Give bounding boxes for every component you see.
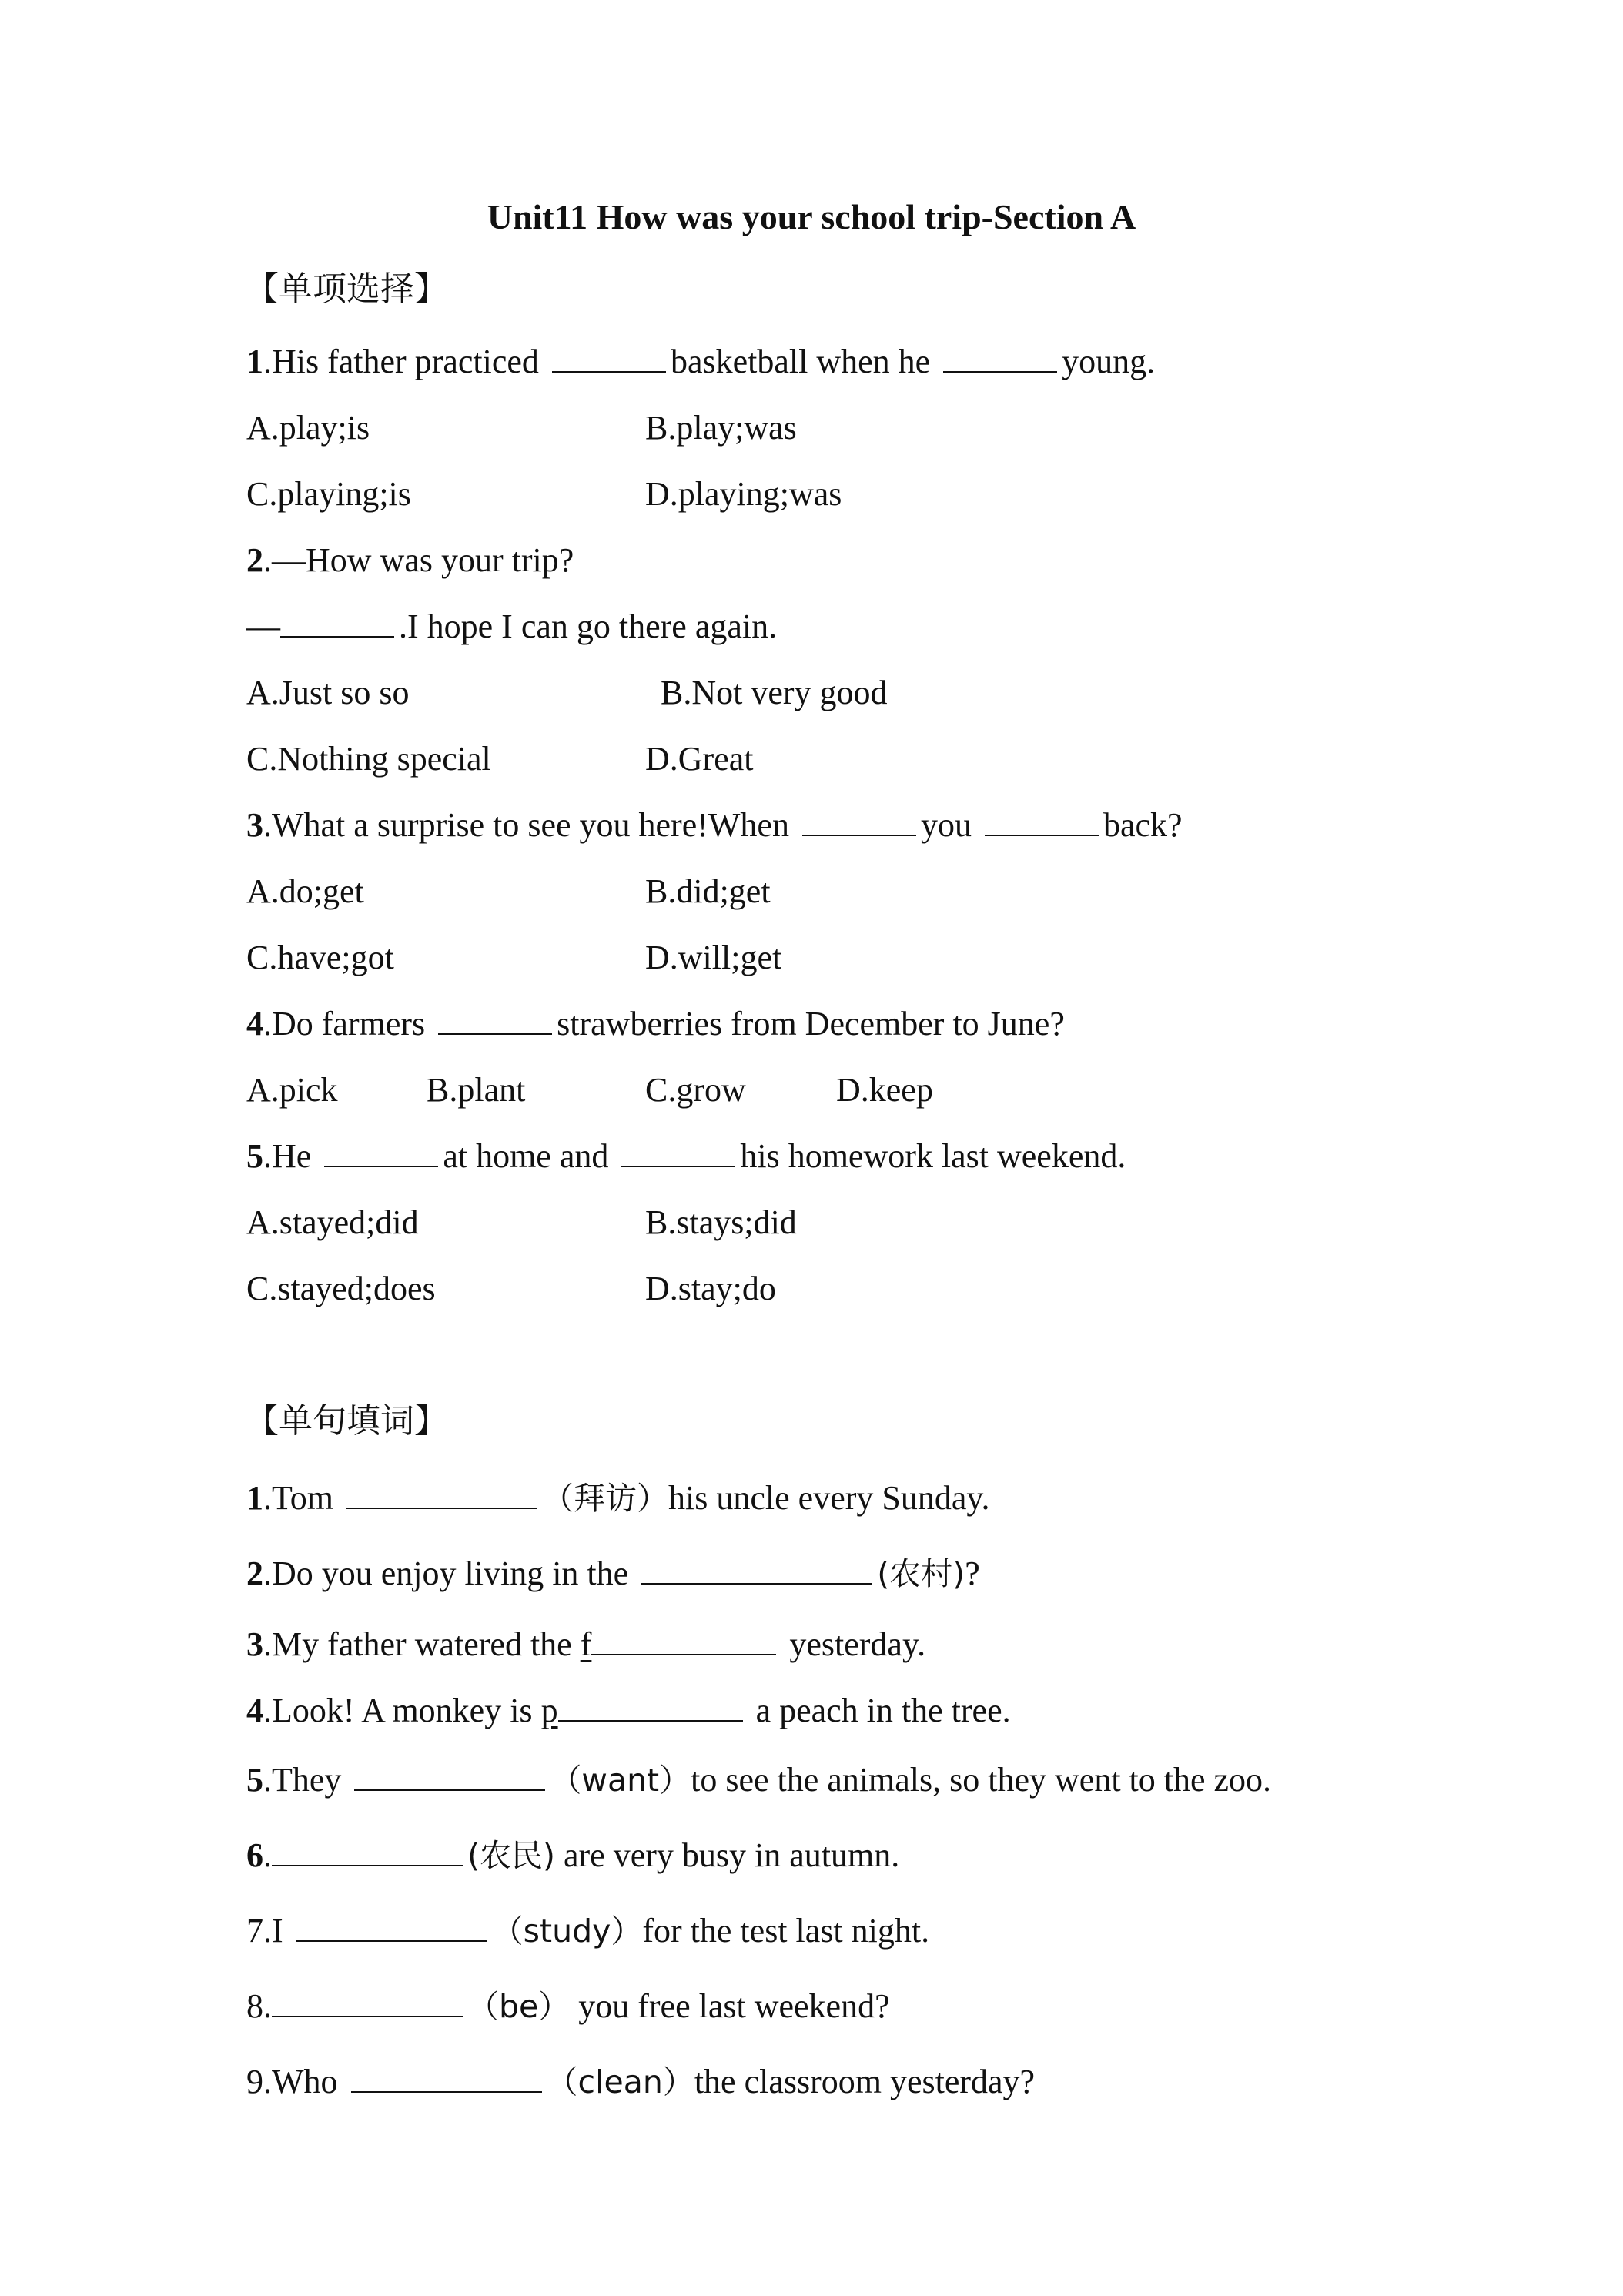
answer-blank[interactable]: [354, 1759, 545, 1791]
answer-blank[interactable]: [641, 1552, 872, 1585]
dash: —: [246, 607, 280, 645]
item-number: 4: [246, 1692, 263, 1729]
answer-blank[interactable]: [552, 340, 666, 373]
answer-blank[interactable]: [802, 804, 916, 836]
page-title: Unit11 How was your school trip-Section A: [487, 197, 1136, 236]
question-text: .—How was your trip?: [263, 541, 574, 579]
item-text: a peach in the tree.: [755, 1692, 1011, 1729]
option-c[interactable]: C.Nothing special: [246, 740, 491, 778]
option-c[interactable]: C.stayed;does: [246, 1270, 436, 1307]
item-text: .: [263, 1987, 272, 2025]
word-hint: （want）: [550, 1762, 691, 1799]
fill-item-7: [246, 1908, 929, 1954]
item-text: .They: [263, 1761, 342, 1799]
question-number: 1: [246, 343, 263, 380]
answer-blank[interactable]: [591, 1623, 776, 1655]
item-text: you free last weekend?: [578, 1987, 890, 2025]
fill-item-6: [246, 1832, 899, 1879]
question-text: .His father practiced: [263, 343, 539, 380]
question-4: [246, 1001, 1065, 1047]
item-text: his uncle every Sunday.: [668, 1479, 990, 1517]
answer-blank[interactable]: [324, 1135, 438, 1167]
section-heading-multiple-choice: 【单项选择】: [245, 269, 448, 309]
option-b[interactable]: B.did;get: [645, 872, 771, 910]
item-text: yesterday.: [789, 1625, 926, 1663]
option-c[interactable]: C.playing;is: [246, 475, 411, 513]
answer-blank[interactable]: [346, 1477, 537, 1509]
item-text: .Do you enjoy living in the: [263, 1555, 629, 1592]
option-c[interactable]: C.have;got: [246, 939, 394, 976]
item-number: 6: [246, 1836, 263, 1874]
question-2-response: [246, 604, 777, 650]
option-c[interactable]: C.grow: [645, 1071, 746, 1109]
question-number: 4: [246, 1005, 263, 1043]
answer-blank[interactable]: [438, 1002, 552, 1035]
question-5: [246, 1133, 1126, 1180]
fill-item-8: [246, 1983, 890, 2030]
item-text: .I: [263, 1912, 283, 1950]
item-number: 5: [246, 1761, 263, 1799]
item-number: 1: [246, 1479, 263, 1517]
word-hint: （clean）: [546, 2063, 694, 2100]
fill-item-5: [246, 1757, 1271, 1803]
option-d[interactable]: D.playing;was: [645, 475, 842, 513]
option-a[interactable]: A.play;is: [246, 409, 370, 447]
item-number: 7: [246, 1912, 263, 1950]
fill-item-2: [246, 1551, 980, 1597]
fill-item-3: [246, 1622, 925, 1668]
item-text: .Look! A monkey is: [263, 1692, 533, 1729]
fill-item-9: [246, 2059, 1035, 2105]
first-letter-hint: f: [580, 1625, 592, 1663]
answer-blank[interactable]: [296, 1909, 487, 1942]
option-d[interactable]: D.Great: [645, 740, 754, 778]
option-a[interactable]: A.Just so so: [246, 674, 410, 711]
item-number: 9: [246, 2063, 263, 2100]
option-b[interactable]: B.stays;did: [645, 1203, 797, 1241]
item-text: for the test last night.: [642, 1912, 930, 1950]
section-heading-fill-in: 【单句填词】: [245, 1401, 448, 1441]
option-a[interactable]: A.pick: [246, 1071, 338, 1109]
item-text: .Who: [263, 2063, 338, 2100]
item-number: 3: [246, 1625, 263, 1663]
answer-blank[interactable]: [985, 804, 1099, 836]
question-number: 5: [246, 1137, 263, 1175]
question-number: 3: [246, 806, 263, 844]
question-text: .What a surprise to see you here!When: [263, 806, 789, 844]
fill-item-4: [246, 1688, 1011, 1734]
chinese-hint: （拜访）: [542, 1480, 669, 1517]
item-text: ?: [965, 1555, 980, 1592]
option-d[interactable]: D.keep: [836, 1071, 933, 1109]
question-2: [246, 537, 574, 584]
question-1: [246, 339, 1155, 385]
option-b[interactable]: B.plant: [427, 1071, 526, 1109]
item-text: .Tom: [263, 1479, 334, 1517]
answer-blank[interactable]: [272, 1834, 463, 1866]
item-text: are very busy in autumn.: [564, 1836, 900, 1874]
question-text: back?: [1103, 806, 1183, 844]
option-d[interactable]: D.will;get: [645, 939, 782, 976]
question-text: at home and: [443, 1137, 609, 1175]
answer-blank[interactable]: [351, 2060, 542, 2093]
chinese-hint: (农民): [467, 1837, 555, 1874]
question-text: basketball when he: [670, 343, 931, 380]
question-text: strawberries from December to June?: [557, 1005, 1065, 1043]
question-text: .Do farmers: [263, 1005, 426, 1043]
option-b[interactable]: B.Not very good: [661, 674, 888, 711]
answer-blank[interactable]: [280, 605, 394, 638]
chinese-hint: (农村): [877, 1555, 965, 1592]
option-a[interactable]: A.do;get: [246, 872, 364, 910]
answer-blank[interactable]: [272, 1985, 463, 2017]
item-text: .My father watered the: [263, 1625, 572, 1663]
item-text: .: [263, 1836, 272, 1874]
item-number: 8: [246, 1987, 263, 2025]
question-text: his homework last weekend.: [740, 1137, 1126, 1175]
question-text: you: [920, 806, 972, 844]
question-text: young.: [1062, 343, 1156, 380]
question-number: 2: [246, 541, 263, 579]
word-hint: （study）: [491, 1913, 643, 1950]
question-3: [246, 802, 1183, 848]
item-text: to see the animals, so they went to the zoo.: [691, 1761, 1272, 1799]
fill-item-1: [246, 1475, 990, 1521]
option-b[interactable]: B.play;was: [645, 409, 797, 447]
option-a[interactable]: A.stayed;did: [246, 1203, 419, 1241]
item-number: 2: [246, 1555, 263, 1592]
answer-blank[interactable]: [621, 1135, 735, 1167]
question-text: .He: [263, 1137, 312, 1175]
question-text: .I hope I can go there again.: [399, 607, 778, 645]
answer-blank[interactable]: [943, 340, 1057, 373]
item-text: the classroom yesterday?: [694, 2063, 1036, 2100]
answer-blank[interactable]: [558, 1689, 743, 1722]
word-hint: （be）: [467, 1988, 571, 2025]
first-letter-hint: p: [540, 1692, 558, 1729]
option-d[interactable]: D.stay;do: [645, 1270, 776, 1307]
